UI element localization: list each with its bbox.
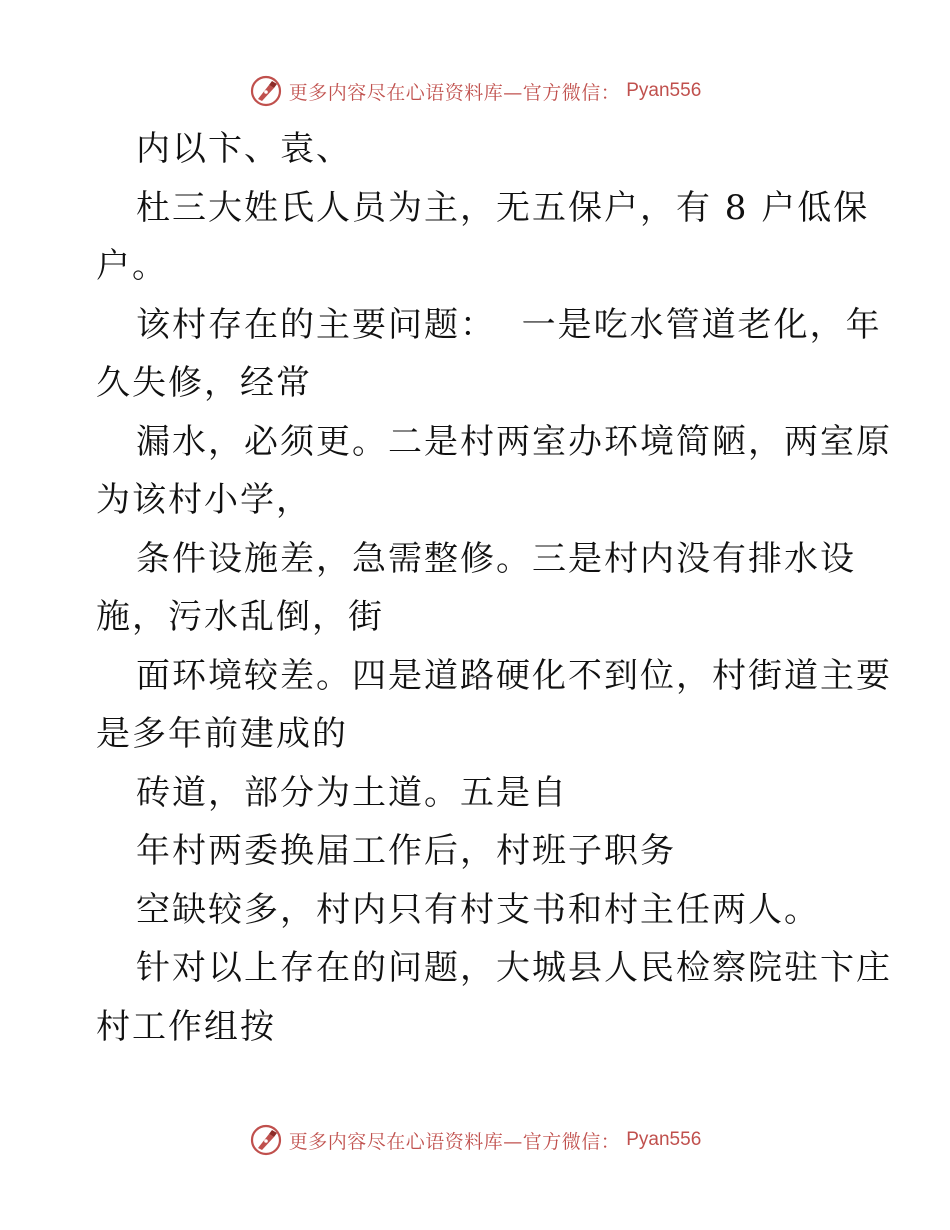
text-line: 该村存在的主要问题： 一是吃水管道老化，年 [136, 304, 882, 345]
footer-banner [0, 1120, 950, 1160]
text-line: 户。 [96, 246, 168, 286]
text-line: 为该村小学， [96, 480, 312, 520]
text-line: 针对以上存在的问题，大城县人民检察院驻卞庄 [136, 948, 892, 988]
fountain-pen-icon [249, 74, 283, 108]
header-wechat-handle: Pyan556 [626, 80, 702, 101]
text-line: 杜三大姓氏人员为主，无五保户，有 8 户低保 [136, 187, 870, 228]
text-line: 施，污水乱倒，街 [96, 597, 384, 637]
text-line: 砖道，部分为土道。五是自 [136, 772, 568, 813]
document-body [96, 120, 892, 1056]
text-line: 条件设施差，急需整修。三是村内没有排水设 [136, 538, 856, 579]
footer-wechat-handle: Pyan556 [626, 1129, 702, 1150]
header-banner-text: 更多内容尽在心语资料库—官方微信： [288, 81, 621, 104]
text-line: 面环境较差。四是道路硬化不到位，村街道主要 [136, 655, 892, 696]
text-line: 村工作组按 [96, 1006, 276, 1047]
text-line: 年村两委换届工作后，村班子职务 [136, 831, 676, 871]
text-line: 是多年前建成的 [96, 714, 348, 754]
text-line: 漏水，必须更。二是村两室办环境简陋，两室原 [136, 421, 892, 462]
text-line: 久失修，经常 [96, 363, 312, 403]
footer-banner-text: 更多内容尽在心语资料库—官方微信： [288, 1130, 621, 1153]
text-line: 空缺较多，村内只有村支书和村主任两人。 [136, 889, 820, 930]
text-line: 内以卞、袁、 [136, 129, 352, 169]
fountain-pen-icon [249, 1123, 283, 1157]
header-banner [0, 71, 950, 111]
